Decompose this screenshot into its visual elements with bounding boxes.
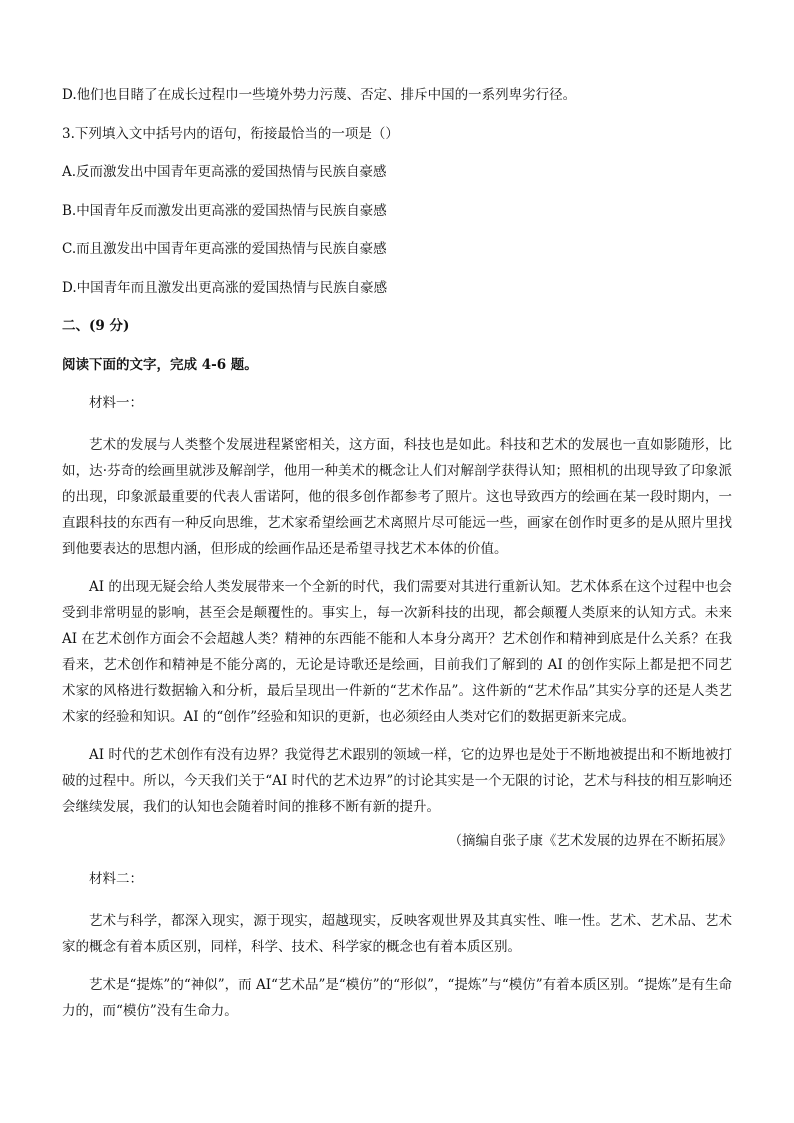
material-1-source: （摘编自张子康《艺术发展的边界在不断拓展》 (448, 833, 732, 849)
section-2-instruction: 阅读下面的文字，完成 4-6 题。 (62, 356, 258, 373)
option-3a: A.反而激发出中国青年更高涨的爱国热情与民族自豪感 (62, 164, 387, 180)
section-2-heading: 二、(9 分) (62, 318, 130, 334)
option-3c: C.而且激发出中国青年更高涨的爱国热情与民族自豪感 (62, 241, 387, 257)
material-1-label: 材料一： (89, 395, 143, 411)
document-page (62, 86, 732, 1036)
material-1-paragraph-3: AI 时代的艺术创作有没有边界？我觉得艺术跟别的领域一样，它的边界也是处于不断地被提出和不断地被打破的过程中。所以，今天我们关于“AI 时代的艺术边界”的讨论其实是一个无限的讨论，艺术与科技的相互影响还会继续发展，我们的认知也会随着时间的推移不断有新的提升。 (62, 747, 732, 815)
option-3b: B.中国青年反而激发出更高涨的爱国热情与民族自豪感 (62, 202, 387, 219)
material-2-label: 材料二： (89, 871, 143, 887)
question-3-stem: 3.下列填入文中括号内的语句，衔接最恰当的一项是（） (62, 125, 399, 142)
option-3d: D.中国青年而且激发出更高涨的爱国热情与民族自豪感 (62, 279, 388, 296)
material-1-paragraph-2: AI 的出现无疑会给人类发展带来一个全新的时代，我们需要对其进行重新认知。艺术体系在这个过程中也会受到非常明显的影响，甚至会是颠覆性的。事实上，每一次新科技的出现，都会颠覆人类原来的认知方式。未来 AI 在艺术创作方面会不会超越人类？精神的东西能不能和人本身分离开？艺术创作和精神到底是什么关系？在我看来，艺术创作和精神是不能分离的，无论是诗歌还是绘画，目前我们了解到的 AI 的创作实际上都是把不同艺术家的风格进行数据输入和分析，最后呈现出一件新的“艺术作品”。这件新的“艺术作品”其实分享的还是人类艺术家的经验和知识。AI 的“创作”经验和知识的更新，也必须经由人类对它们的数据更新来完成。 (62, 579, 732, 725)
material-2-paragraph-1: 艺术与科学，都深入现实，源于现实，超越现实，反映客观世界及其真实性、唯一性。艺术、艺术品、艺术家的概念有着本质区别，同样，科学、技术、科学家的概念也有着本质区别。 (62, 913, 732, 955)
material-1-paragraph-1: 艺术的发展与人类整个发展进程紧密相关，这方面，科技也是如此。科技和艺术的发展也一直如影随形，比如，达·芬奇的绘画里就涉及解剖学，他用一种美术的概念让人们对解剖学获得认知；照相机的出现导致了印象派的出现，印象派最重要的代表人雷诺阿，他的很多创作都参考了照片。这也导致西方的绘画在某一段时期内，一直跟科技的东西有一种反向思维，艺术家希望绘画艺术离照片尽可能远一些，画家在创作时更多的是从照片里找到他要表达的思想内涵，但形成的绘画作品还是希望寻找艺术本体的价值。 (62, 437, 732, 557)
option-2d: D.他们也目睹了在成长过程巾一些境外势力污蔑、否定、排斥中国的一系列卑劣行径。 (62, 87, 577, 103)
material-2-paragraph-2: 艺术是“提炼”的“神似”，而 AI“艺术品”是“模仿”的“形似”，“提炼”与“模仿”有着本质区别。“提炼”是有生命力的，而“模仿”没有生命力。 (62, 977, 732, 1019)
